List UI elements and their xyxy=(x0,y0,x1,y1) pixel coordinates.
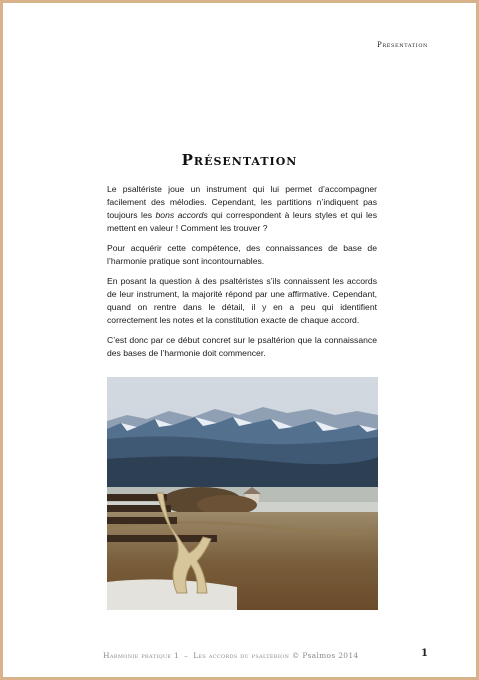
page-title: Présentation xyxy=(181,151,298,169)
paragraph-1-start: Le psaltériste joue un instrument qui lui permet d’accompagner facilement des mélodies. Cependant, les partitions n’indiquent pas toujours les xyxy=(107,184,377,220)
page-number: 1 xyxy=(421,648,428,659)
footer-copyright: © Psalmos 2014 xyxy=(291,651,359,660)
paragraph-1-emphasis: bons accords xyxy=(155,210,208,220)
paragraph-1-end: qui correspondent à leurs styles et qui les mettent en valeur ! Comment les trouver ? xyxy=(107,210,377,233)
paragraph-3: En posant la question à des psaltéristes s’ils connaissent les accords de leur instrument, la majorité répond par une affirmative. Cependant, quand on rentre dans le détail, il y en a peu qui identifient correctement les notes et la constitution exacte de chaque accord. xyxy=(107,276,377,325)
landscape-photo xyxy=(107,377,378,610)
footer xyxy=(103,651,359,660)
footer-title: Harmonie pratique 1 xyxy=(103,651,180,660)
footer-subtitle: Les accords du psaltérion xyxy=(193,651,290,660)
footer-separator: – xyxy=(184,651,189,660)
paragraph-1 xyxy=(107,183,377,235)
body-text xyxy=(107,183,377,367)
running-head: Présentation xyxy=(377,41,428,49)
paragraph-2: Pour acquérir cette compétence, des connaissances de base de l’harmonie pratique sont incontournables. xyxy=(107,243,377,266)
paragraph-4: C’est donc par ce début concret sur le psaltérion que la connaissance des bases de l’harmonie doit commencer. xyxy=(107,335,377,358)
